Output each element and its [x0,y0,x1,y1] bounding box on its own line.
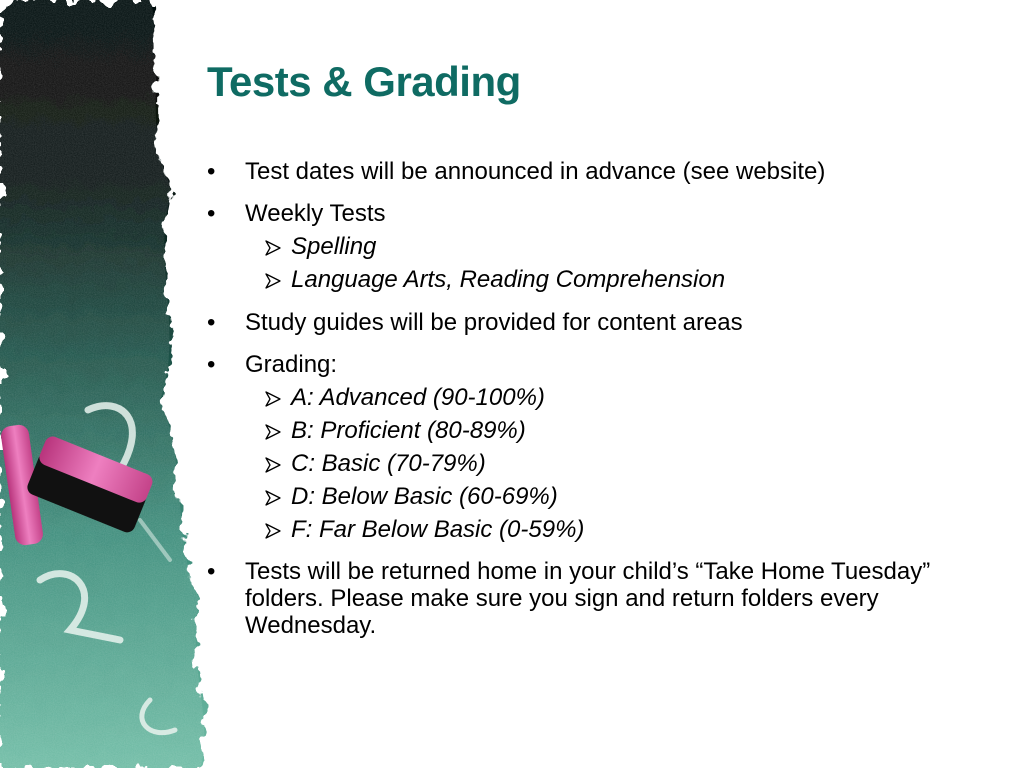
sub-bullet-item [207,233,997,260]
sub-bullet-text: B: Proficient (80-89%) [291,417,526,444]
sub-bullet-item [207,483,997,510]
sub-bullet-text: Language Arts, Reading Comprehension [291,266,726,293]
slide-title: Tests & Grading [207,58,521,105]
sub-bullet-text: F: Far Below Basic (0-59%) [291,516,585,543]
bullet-dot-icon: • [207,158,216,185]
bullet-item [207,158,997,185]
bullet-item [207,309,997,336]
arrow-bullet-icon [265,391,281,407]
bullet-dot-icon: • [207,309,216,336]
bullet-dot-icon: • [207,558,216,585]
bullet-text: Weekly Tests [245,200,386,227]
arrow-bullet-icon [265,523,281,539]
sub-bullet-item [207,450,997,477]
bullet-dot-icon: • [207,200,216,227]
bullet-text: Test dates will be announced in advance (see website) [245,158,826,185]
sub-bullet-item [207,384,997,411]
sub-bullet-item [207,516,997,543]
sub-bullet-text: D: Below Basic (60-69%) [291,483,558,510]
bullet-item [207,200,997,227]
arrow-bullet-icon [265,273,281,289]
chalkboard-shape [0,0,204,768]
sub-bullet-text: Spelling [291,233,377,260]
bullet-item [207,558,997,639]
bullet-text: Study guides will be provided for content areas [245,309,743,336]
arrow-bullet-icon [265,457,281,473]
bullet-item [207,351,997,378]
arrow-bullet-icon [265,240,281,256]
sub-bullet-item [207,417,997,444]
arrow-bullet-icon [265,424,281,440]
bullet-text: Grading: [245,351,338,378]
bullet-list [207,158,997,639]
sub-bullet-item [207,266,997,293]
chalkboard-decoration [0,0,240,768]
sub-bullet-text: C: Basic (70-79%) [291,450,486,477]
bullet-text: Tests will be returned home in your child’s “Take Home Tuesday” folders. Please make sure you sign and return folders every Wednesday. [245,558,931,639]
sub-bullet-text: A: Advanced (90-100%) [291,384,545,411]
bullet-dot-icon: • [207,351,216,378]
arrow-bullet-icon [265,490,281,506]
